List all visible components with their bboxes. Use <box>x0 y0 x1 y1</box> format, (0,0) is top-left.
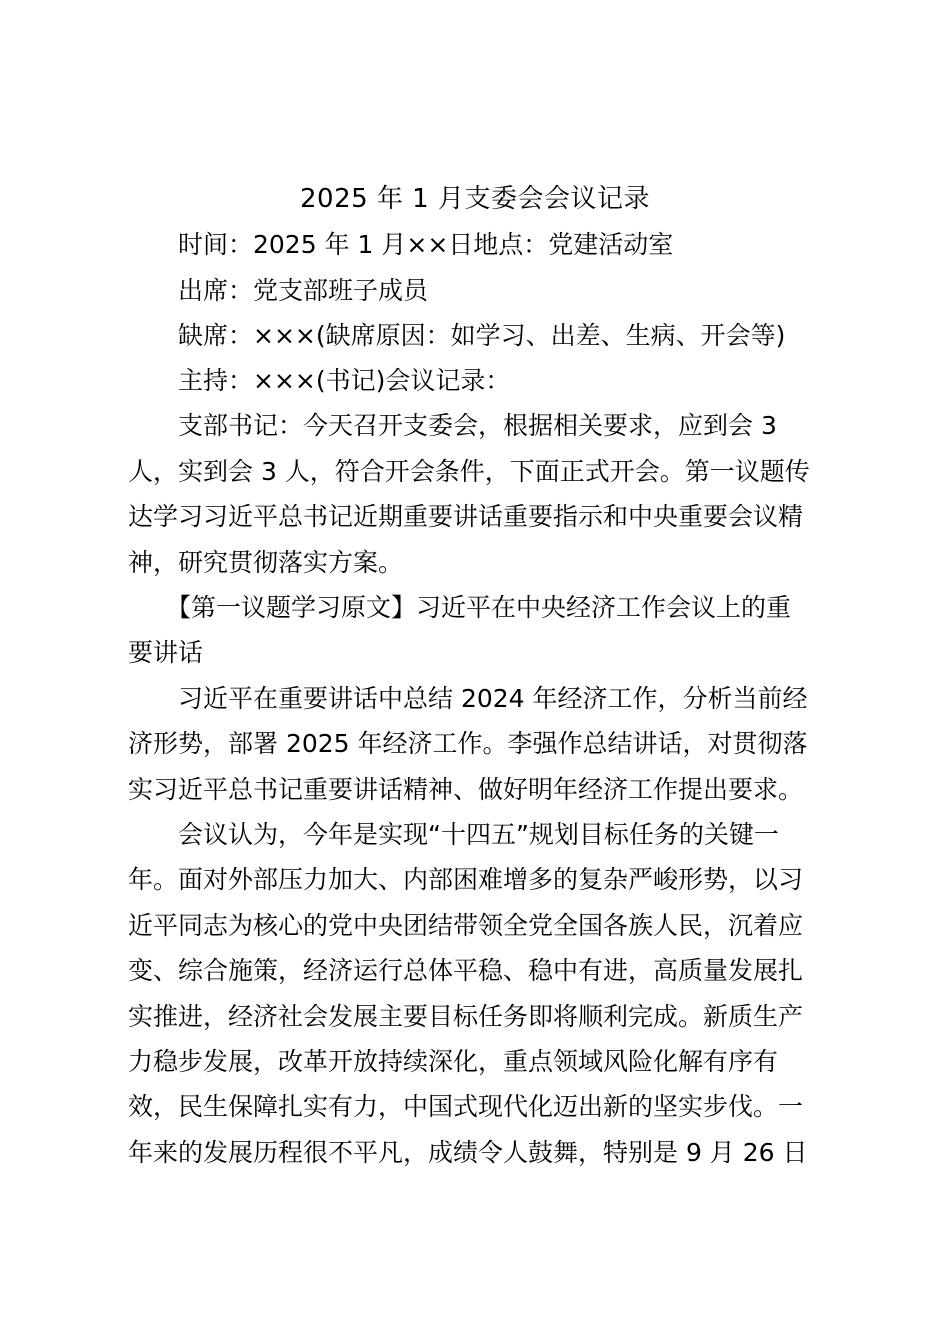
paragraph-line: 年来的发展历程很不平凡，成绩令人鼓舞，特别是 9 月 26 日 <box>128 1138 808 1167</box>
paragraph-line: 习近平在重要讲话中总结 2024 年经济工作，分析当前经 <box>178 684 808 713</box>
paragraph-line: 实习近平总书记重要讲话精神、做好明年经济工作提出要求。 <box>128 775 804 804</box>
paragraph-line: 会议认为，今年是实现“十四五”规划目标任务的关键一 <box>178 820 779 849</box>
paragraph-line: 人，实到会 3 人，符合开会条件，下面正式开会。第一议题传 <box>128 457 810 486</box>
section-heading: 【第一议题学习原文】习近平在中央经济工作会议上的重 <box>166 593 792 622</box>
paragraph-line: 济形势，部署 2025 年经济工作。李强作总结讲话，对贯彻落 <box>128 729 808 758</box>
meeting-time-location: 时间：2025 年 1 月××日地点：党建活动室 <box>178 230 674 259</box>
paragraph-line: 实推进，经济社会发展主要目标任务即将顺利完成。新质生产 <box>128 1002 804 1031</box>
paragraph-line: 年。面对外部压力加大、内部困难增多的复杂严峻形势，以习 <box>128 865 804 894</box>
paragraph-line: 达学习习近平总书记近期重要讲话重要指示和中央重要会议精 <box>128 502 804 531</box>
meeting-host: 主持：×××(书记)会议记录： <box>178 366 511 395</box>
paragraph-line: 力稳步发展，改革开放持续深化，重点领域风险化解有序有 <box>128 1047 779 1076</box>
meeting-absentees: 缺席：×××(缺席原因：如学习、出差、生病、开会等) <box>178 321 786 350</box>
section-heading-continued: 要讲话 <box>128 638 204 667</box>
paragraph-line: 效，民生保障扎实有力，中国式现代化迈出新的坚实步伐。一 <box>128 1092 804 1121</box>
paragraph-line: 支部书记：今天召开支委会，根据相关要求，应到会 3 <box>178 411 777 440</box>
meeting-attendees: 出席：党支部班子成员 <box>178 276 429 305</box>
document-title: 2025 年 1 月支委会会议记录 <box>299 184 650 214</box>
paragraph-line: 近平同志为核心的党中央团结带领全党全国各族人民，沉着应 <box>128 911 804 940</box>
paragraph-line: 变、综合施策，经济运行总体平稳、稳中有进，高质量发展扎 <box>128 956 804 985</box>
paragraph-line: 神，研究贯彻落实方案。 <box>128 548 404 577</box>
